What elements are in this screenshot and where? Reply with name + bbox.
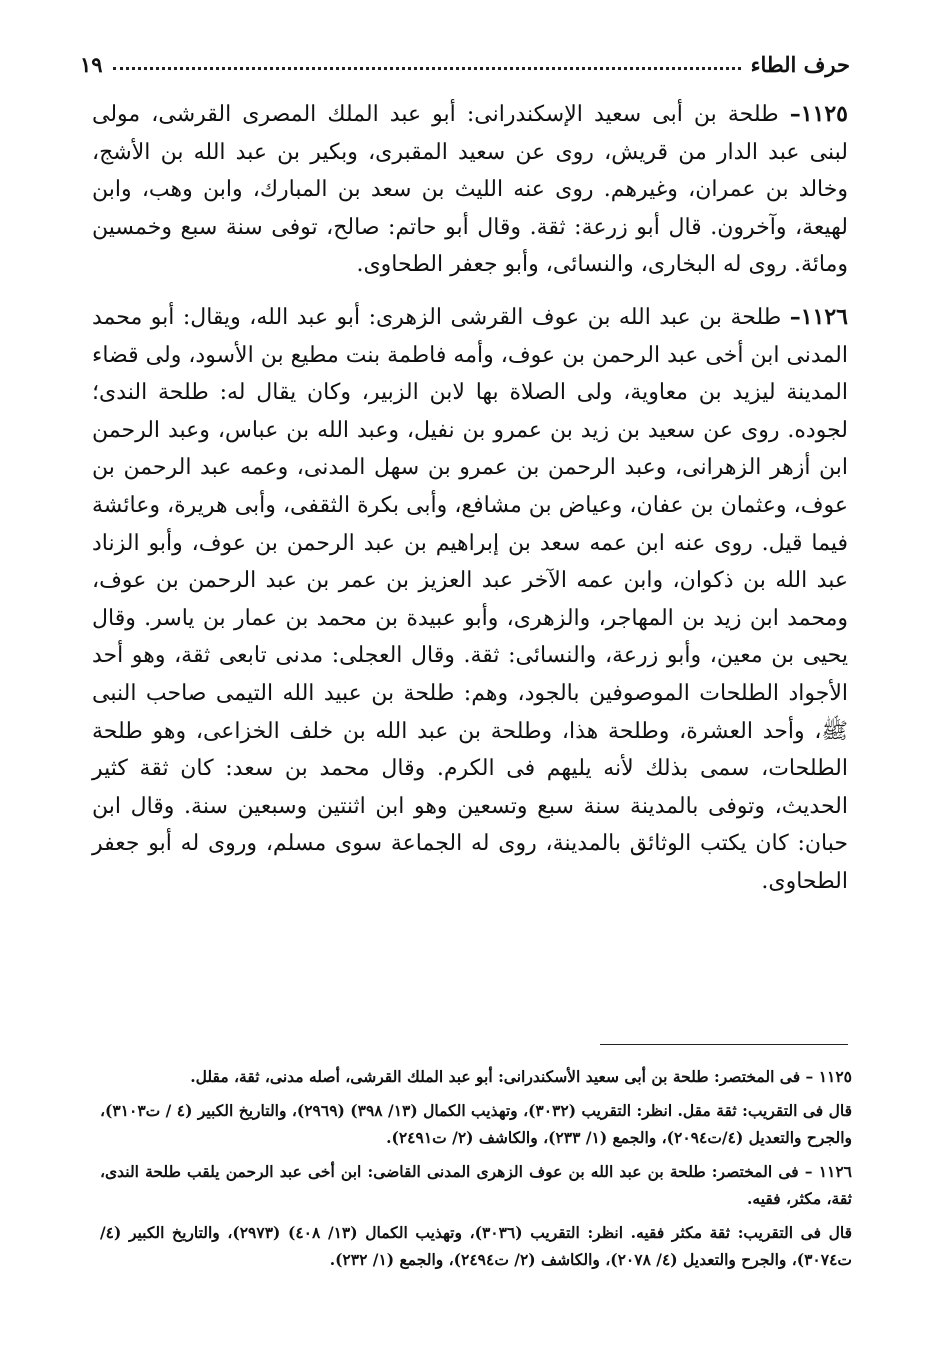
footnote-paragraph: قال فى التقريب: ثقة مكثر فقيه. انظر: التقريب (٣٠٣٦)، وتهذيب الكمال (١٣/ ٤٠٨) (٢٩٧٣)، والتاريخ الكبير (٤/ ت٣٠٧٤)، والجرح والتعديل (٤/ ٢٠٧٨)، والكاشف (٢/ ت٢٤٩٤)، والجمع (١/ ٢٣٢). xyxy=(100,1222,853,1269)
main-text xyxy=(92,96,848,900)
page-number: ١٩ xyxy=(80,51,103,77)
entry-number: ١١٢٦– xyxy=(789,303,848,330)
footnote-separator xyxy=(600,1044,848,1045)
chapter-title: حرف الطاء xyxy=(750,51,850,77)
footnote-paragraph: ١١٢٦ – فى المختصر: طلحة بن عبد الله بن عوف الزهرى المدنى القاضى: ابن أخى عبد الرحمن يلقب طلحة الندى، ثقة، مكثر، فقيه. xyxy=(100,1161,852,1208)
footnotes xyxy=(100,1063,852,1280)
footnote-paragraph: ١١٢٥ – فى المختصر: طلحة بن أبى سعيد الأسكندرانى: أبو عبد الملك القرشى، أصله مدنى، ثقة، مقلل. xyxy=(190,1067,852,1086)
footnote-paragraph: قال فى التقريب: ثقة مقل. انظر: التقريب (٣٠٣٢)، وتهذيب الكمال (١٣/ ٣٩٨) (٢٩٦٩)، والتاريخ الكبير (٤ / ت٣١٠٣)، والجرح والتعديل (٤/ت٢٠٩٤)، والجمع (١/ ٢٣٣)، والكاشف (٢/ ت٢٤٩١). xyxy=(100,1100,853,1147)
page-header xyxy=(80,46,850,82)
entry-1125 xyxy=(92,96,848,284)
entry-number: ١١٢٥– xyxy=(789,101,848,127)
entry-text: طلحة بن عبد الله بن عوف القرشى الزهرى: أبو عبد الله، ويقال: أبو محمد المدنى ابن أخى عبد الرحمن بن عوف، وأمه فاطمة بنت مطيع بن الأسود، ولى قضاء المدينة ليزيد بن معاوية، ولى الصلاة بها لابن الزبير، وكان يقال له: طلحة الندى؛ لجوده. روى عن سعيد بن زيد بن عمرو بن نفيل، وعبد الله بن عباس، وعبد الرحمن ابن أزهر الزهرانى، وعبد الرحمن بن عمرو بن سهل المدنى، وعمه عبد الرحمن بن عوف، وعثمان بن عفان، وعياض بن مشافع، وأبى بكرة الثقفى، وأبى هريرة، وعائشة فيما قيل. روى عنه ابن عمه سعد بن إبراهيم بن عبد الرحمن بن عوف، وأبو الزناد عبد الله بن ذكوان، وابن عمه الآخر عبد العزيز بن عمر بن عبد الرحمن بن عوف، ومحمد ابن زيد بن المهاجر، والزهرى، وأبو عبيدة بن محمد بن عمار بن ياسر. وقال يحيى بن معين، وأبو زرعة، والنسائى: ثقة. وقال العجلى: مدنى تابعى ثقة، وهو أحد الأجواد الطلحات الموصوفين بالجود، وهم: طلحة بن عبيد الله التيمى صاحب النبى ﷺ، وأحد العشرة، وطلحة هذا، وطلحة بن عبد الله بن خلف الخزاعى، وهو طلحة الطلحات، سمى بذلك لأنه يليهم فى الكرم. وقال محمد بن سعد: كان ثقة كثير الحديث، وتوفى بالمدينة سنة سبع وتسعين وهو ابن اثنتين وسبعين سنة. وقال ابن حبان: كان يكتب الوثائق بالمدينة، روى له الجماعة سوى مسلم، وروى له أبو جعفر الطحاوى. xyxy=(92,304,848,894)
leader-dots xyxy=(113,67,741,70)
entry-1126 xyxy=(92,299,848,901)
entry-text: طلحة بن أبى سعيد الإسكندرانى: أبو عبد الملك المصرى القرشى، مولى لبنى عبد الدار من قريش، روى عن سعيد المقبرى، وبكير بن عبد الله بن الأشج، وخالد بن عمران، وغيرهم. روى عنه الليث بن سعد بن المبارك، وابن وهب، وابن لهيعة، وآخرون. قال أبو زرعة: ثقة. وقال أبو حاتم: صالح، توفى سنة سبع وخمسين ومائة. روى له البخارى، والنسائى، وأبو جعفر الطحاوى. xyxy=(92,102,848,278)
